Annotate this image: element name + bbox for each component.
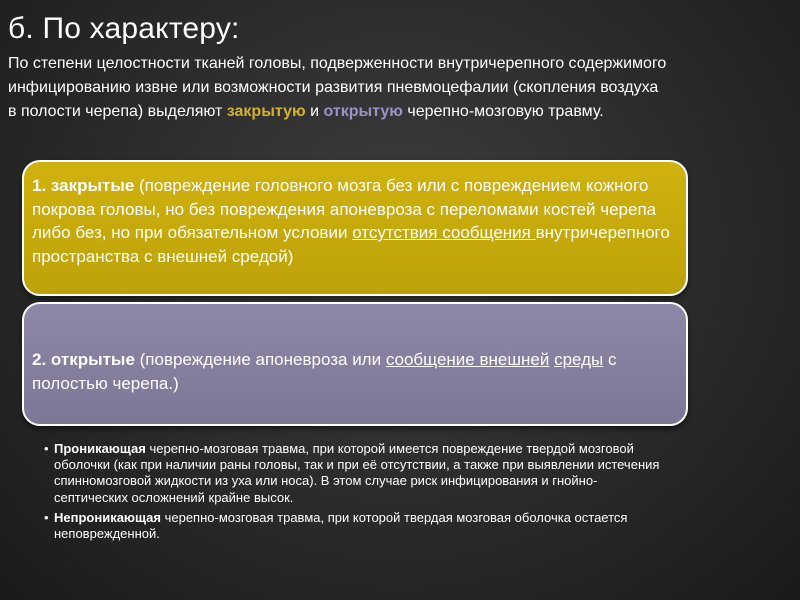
- open-text-after: с полостью черепа.): [32, 350, 617, 393]
- open-text-before: (повреждение апоневроза или: [134, 350, 386, 369]
- closed-text-after: внутричерепного пространства с внешней средой): [32, 223, 670, 266]
- open-underlined-text-2: среды: [554, 350, 604, 369]
- bullet-penetrating: [44, 441, 664, 506]
- bullet-list: [44, 441, 664, 546]
- closed-text-before: (повреждение головного мозга без или с повреждением кожного покрова головы, но без повреждения апоневроза с переломами костей черепа либо без, но при обязательном условии: [32, 176, 657, 242]
- open-injury-box: [22, 302, 688, 426]
- closed-injury-box: [22, 160, 688, 296]
- bullet-penetrating-text: черепно-мозговая травма, при которой имеется повреждение твердой мозговой оболочки (как при наличии раны головы, так и при её отсутствии, а также при выявлении истечения спинномозговой жидкости из уха или носа). В этом случае риск инфицирования и гнойно-септических осложнений крайне высок.: [54, 441, 660, 505]
- intro-open-highlight: открытую: [323, 103, 403, 120]
- open-term: 2. открытые: [32, 350, 135, 369]
- closed-underlined-text: отсутствия сообщения: [352, 223, 536, 242]
- bullet-non-penetrating-text: черепно-мозговая травма, при которой твердая мозговая оболочка остается неповрежденной.: [54, 509, 628, 542]
- intro-text-before: По степени целостности тканей головы, подверженности внутричерепного содержимого инфицированию извне или возможности развития пневмоцефалии (скопления воздуха в полости черепа) выделяют: [8, 55, 667, 120]
- closed-term: 1. закрытые: [32, 176, 135, 195]
- intro-text-after: черепно-мозговую травму.: [402, 103, 604, 120]
- bullet-marker: •: [44, 509, 49, 525]
- slide-title: б. По характеру:: [8, 12, 240, 45]
- bullet-non-penetrating: [44, 510, 664, 542]
- open-underlined-text-1: сообщение внешней: [385, 350, 550, 369]
- bullet-marker: •: [44, 441, 49, 456]
- bullet-penetrating-term: Проникающая: [54, 441, 146, 456]
- intro-paragraph: [8, 52, 668, 124]
- bullet-non-penetrating-term: Непроникающая: [54, 509, 161, 525]
- intro-closed-highlight: закрытую: [226, 103, 306, 120]
- intro-and: и: [305, 103, 324, 120]
